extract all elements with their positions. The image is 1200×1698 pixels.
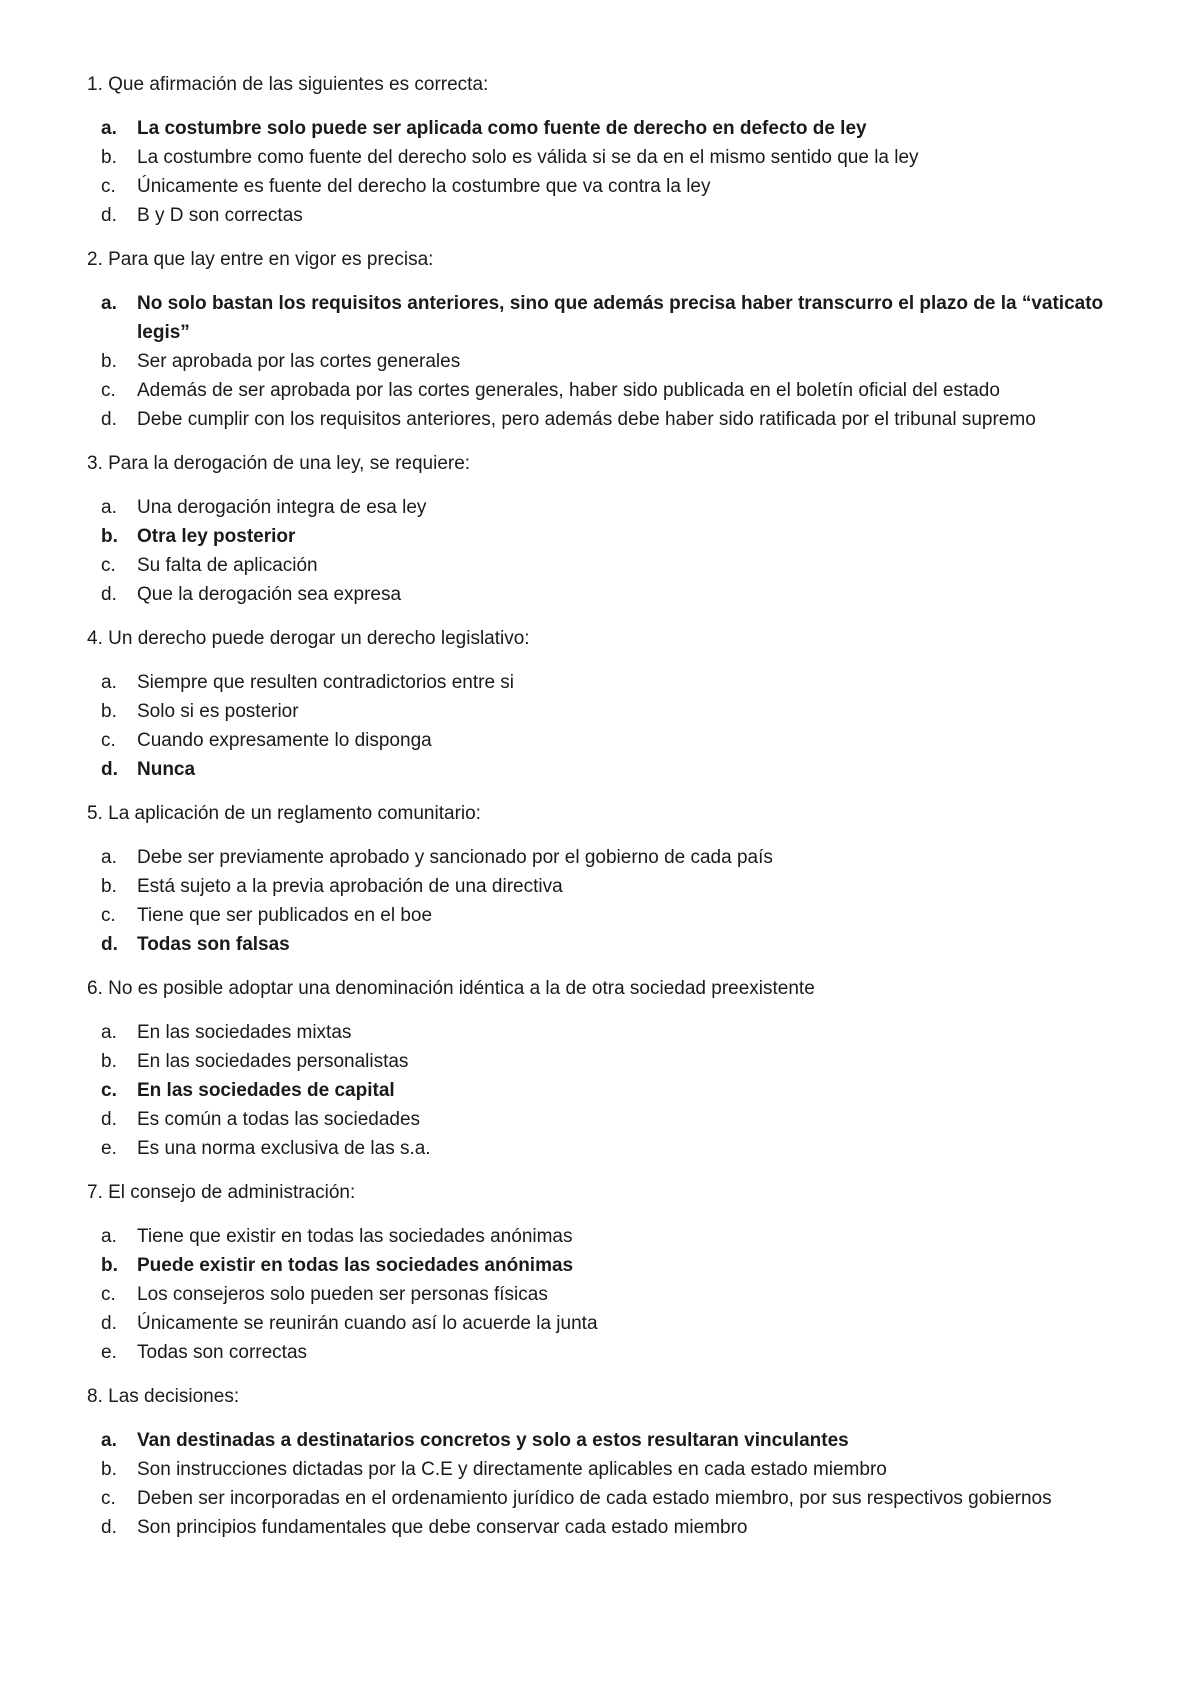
option-text: La costumbre solo puede ser aplicada como fuente de derecho en defecto de ley [137, 118, 867, 139]
option-letter: d. [101, 934, 118, 955]
option-text: Todas son correctas [137, 1342, 308, 1363]
question-title: 4. Un derecho puede derogar un derecho legislativo: [87, 628, 530, 649]
question-title: 7. El consejo de administración: [87, 1182, 356, 1203]
question-block [87, 799, 1147, 959]
question-title: 3. Para la derogación de una ley, se requiere: [87, 453, 471, 474]
option-item [87, 1338, 1147, 1367]
option-letter: d. [101, 584, 117, 605]
option-item [87, 1222, 1147, 1251]
option-text: Todas son falsas [137, 934, 290, 955]
question-block [87, 974, 1147, 1163]
option-item-correct [87, 114, 1147, 143]
option-text: No solo bastan los requisitos anteriores, sino que además precisa haber transcurro el plazo de la “vaticato legis” [137, 293, 1104, 343]
option-letter: c. [101, 555, 116, 576]
option-item [87, 1018, 1147, 1047]
option-text: La costumbre como fuente del derecho solo es válida si se da en el mismo sentido que la ley [137, 147, 919, 168]
option-letter: b. [101, 1459, 117, 1480]
option-item [87, 376, 1147, 405]
option-text: Está sujeto a la previa aprobación de una directiva [137, 876, 563, 897]
option-item [87, 172, 1147, 201]
option-text: Debe cumplir con los requisitos anteriores, pero además debe haber sido ratificada por el tribunal supremo [137, 409, 1036, 430]
option-text: Solo si es posterior [137, 701, 299, 722]
option-letter: c. [101, 1284, 116, 1305]
option-item [87, 551, 1147, 580]
option-text: Van destinadas a destinatarios concretos y solo a estos resultaran vinculantes [137, 1430, 849, 1451]
option-item [87, 843, 1147, 872]
option-item-correct [87, 289, 1147, 347]
option-letter: c. [101, 1488, 116, 1509]
option-item-correct [87, 522, 1147, 551]
option-letter: d. [101, 205, 117, 226]
question-block [87, 70, 1147, 230]
option-item [87, 201, 1147, 230]
options-list [87, 289, 1147, 434]
option-text: Es una norma exclusiva de las s.a. [137, 1138, 431, 1159]
option-item [87, 1455, 1147, 1484]
option-text: Siempre que resulten contradictorios entre si [137, 672, 515, 693]
option-item [87, 1105, 1147, 1134]
option-letter: a. [101, 847, 117, 868]
option-letter: c. [101, 1080, 117, 1101]
option-letter: b. [101, 526, 118, 547]
option-letter: c. [101, 905, 116, 926]
options-list [87, 114, 1147, 230]
option-letter: b. [101, 701, 117, 722]
option-item [87, 1047, 1147, 1076]
option-letter: a. [101, 1226, 117, 1247]
option-text: Los consejeros solo pueden ser personas físicas [137, 1284, 548, 1305]
option-letter: d. [101, 409, 117, 430]
option-text: Deben ser incorporadas en el ordenamiento jurídico de cada estado miembro, por sus respectivos gobiernos [137, 1488, 1052, 1509]
option-letter: d. [101, 1109, 117, 1130]
option-letter: c. [101, 730, 116, 751]
option-letter: c. [101, 380, 116, 401]
option-item [87, 580, 1147, 609]
option-letter: b. [101, 147, 117, 168]
option-text: Únicamente se reunirán cuando así lo acuerde la junta [137, 1313, 598, 1334]
option-text: Otra ley posterior [137, 526, 296, 547]
options-list [87, 1018, 1147, 1163]
options-list [87, 843, 1147, 959]
question-block [87, 245, 1147, 434]
question-title: 5. La aplicación de un reglamento comunitario: [87, 803, 481, 824]
option-letter: e. [101, 1138, 117, 1159]
option-text: Nunca [137, 759, 196, 780]
option-item [87, 697, 1147, 726]
option-letter: a. [101, 118, 117, 139]
option-letter: d. [101, 1313, 117, 1334]
option-item [87, 1134, 1147, 1163]
option-text: Son principios fundamentales que debe conservar cada estado miembro [137, 1517, 748, 1538]
option-text: Ser aprobada por las cortes generales [137, 351, 461, 372]
question-block [87, 624, 1147, 784]
option-item-correct [87, 1251, 1147, 1280]
option-text: En las sociedades de capital [137, 1080, 395, 1101]
option-letter: a. [101, 497, 117, 518]
document-page [87, 70, 1147, 1557]
option-item-correct [87, 755, 1147, 784]
question-title: 6. No es posible adoptar una denominación idéntica a la de otra sociedad preexistente [87, 978, 815, 999]
option-text: Además de ser aprobada por las cortes generales, haber sido publicada en el boletín oficial del estado [137, 380, 1000, 401]
option-letter: e. [101, 1342, 117, 1363]
option-letter: b. [101, 876, 117, 897]
option-item-correct [87, 930, 1147, 959]
option-item [87, 668, 1147, 697]
option-item [87, 347, 1147, 376]
option-text: Puede existir en todas las sociedades anónimas [137, 1255, 574, 1276]
option-letter: d. [101, 1517, 117, 1538]
option-letter: b. [101, 1051, 117, 1072]
question-title: 1. Que afirmación de las siguientes es correcta: [87, 74, 489, 95]
option-text: Tiene que ser publicados en el boe [137, 905, 433, 926]
option-letter: a. [101, 1430, 117, 1451]
option-text: Cuando expresamente lo disponga [137, 730, 432, 751]
option-letter: b. [101, 351, 117, 372]
question-block [87, 449, 1147, 609]
option-text: Debe ser previamente aprobado y sancionado por el gobierno de cada país [137, 847, 773, 868]
question-block [87, 1178, 1147, 1367]
option-letter: a. [101, 293, 117, 314]
option-letter: b. [101, 1255, 118, 1276]
option-letter: a. [101, 672, 117, 693]
options-list [87, 1222, 1147, 1367]
option-text: En las sociedades personalistas [137, 1051, 409, 1072]
option-text: Es común a todas las sociedades [137, 1109, 421, 1130]
option-text: Que la derogación sea expresa [137, 584, 402, 605]
option-text: Son instrucciones dictadas por la C.E y directamente aplicables en cada estado miembro [137, 1459, 887, 1480]
option-item [87, 901, 1147, 930]
option-item [87, 872, 1147, 901]
option-letter: a. [101, 1022, 117, 1043]
option-item [87, 493, 1147, 522]
option-item [87, 1484, 1147, 1513]
option-letter: d. [101, 759, 118, 780]
option-item [87, 143, 1147, 172]
option-item [87, 1309, 1147, 1338]
options-list [87, 493, 1147, 609]
option-text: Únicamente es fuente del derecho la costumbre que va contra la ley [137, 176, 711, 197]
option-text: B y D son correctas [137, 205, 303, 226]
option-item [87, 726, 1147, 755]
question-title: 2. Para que lay entre en vigor es precisa: [87, 249, 434, 270]
option-text: Una derogación integra de esa ley [137, 497, 427, 518]
option-text: Tiene que existir en todas las sociedades anónimas [137, 1226, 573, 1247]
option-item [87, 1513, 1147, 1542]
option-item [87, 405, 1147, 434]
options-list [87, 1426, 1147, 1542]
option-text: En las sociedades mixtas [137, 1022, 352, 1043]
option-letter: c. [101, 176, 116, 197]
question-block [87, 1382, 1147, 1542]
option-item [87, 1280, 1147, 1309]
question-title: 8. Las decisiones: [87, 1386, 240, 1407]
option-text: Su falta de aplicación [137, 555, 318, 576]
options-list [87, 668, 1147, 784]
option-item-correct [87, 1426, 1147, 1455]
option-item-correct [87, 1076, 1147, 1105]
